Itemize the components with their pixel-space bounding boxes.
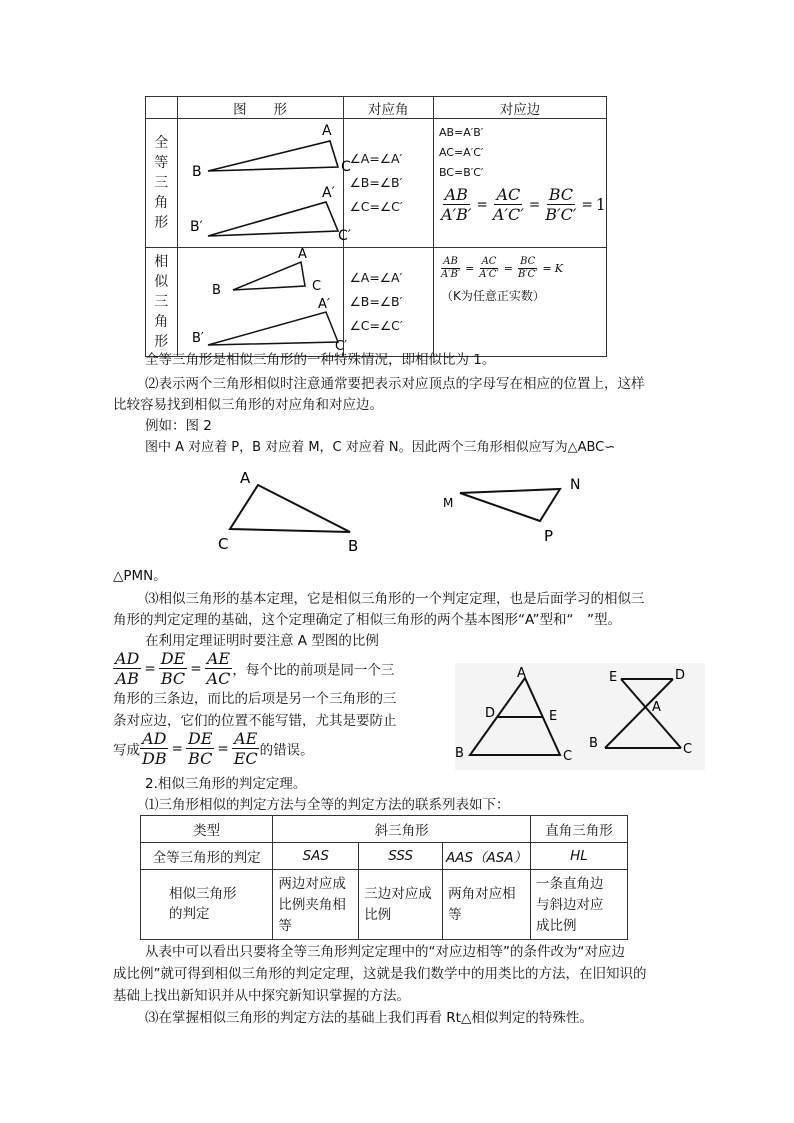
cell-sas: SAS bbox=[273, 843, 359, 870]
label-c: C bbox=[340, 159, 351, 175]
para-analogy-3: 基础上找出新知识并从中探究新知识掌握的方法。 bbox=[113, 988, 410, 1004]
para-basic-theorem-2: 角形的判定定理的基础，这个定理确定了相似三角形的两个基本图形“A”型和“ ”型。 bbox=[113, 612, 622, 628]
fig4-label-a: A bbox=[652, 700, 661, 715]
label-b-prime: B′ bbox=[189, 219, 203, 235]
ratio-note: （K为任意正实数） bbox=[440, 289, 545, 303]
triangle-pmn-fig2 bbox=[460, 489, 560, 521]
triangle-abc-prime bbox=[208, 202, 338, 236]
para-correspondence: 图中 A 对应着 P，B 对应着 M，C 对应着 N。因此两个三角形相似应写为△ABC∽ bbox=[145, 440, 616, 455]
triangle-abc bbox=[208, 141, 338, 171]
fig4-label-d: D bbox=[675, 668, 686, 683]
fig4-label-e: E bbox=[609, 670, 618, 685]
fig4-label-b: B bbox=[589, 736, 598, 751]
section-heading-2: 2.相似三角形的判定定理。 bbox=[145, 776, 307, 792]
cell-similar-sss: 三边对应成 比例 bbox=[359, 870, 443, 940]
congruent-triangles-figure bbox=[178, 119, 351, 244]
fig2-label-c: C bbox=[218, 535, 229, 553]
para-analogy-2: 成比例”就可得到相似三角形的判定定理，这就是我们数学中的用类比的方法，在旧知识的 bbox=[113, 966, 647, 982]
triangle-abc-fig2 bbox=[230, 485, 350, 532]
fig3-label-d: D bbox=[485, 706, 496, 721]
para-explain-1: 角形的三条边，而比的后项是另一个三角形的三 bbox=[113, 691, 397, 707]
similar-figure-cell bbox=[177, 247, 347, 357]
fig2-label-n: N bbox=[570, 477, 581, 493]
fig3-label-a: A bbox=[517, 666, 526, 681]
figure-2 bbox=[210, 465, 610, 565]
eq-wrong-form: 写成 $\frac{AD}{DB}$ = $\frac{DE}{BC}$ = $\frac{AE}{EC}$ 的错误。 bbox=[113, 729, 314, 768]
row-congruent-label: 全等三角形的判定 bbox=[141, 843, 273, 870]
fig3-label-c: C bbox=[563, 749, 573, 764]
small-triangle-abc bbox=[233, 262, 305, 290]
label-b: B bbox=[211, 283, 221, 298]
side-eq-ab: AB=A′B′ bbox=[438, 126, 484, 139]
fig4-label-c: C bbox=[683, 742, 693, 757]
header-type: 类型 bbox=[141, 816, 273, 843]
cell-hl: HL bbox=[530, 843, 627, 870]
congruent-ratio-formula: $\frac{AB}{A'B'}$ = $\frac{AC}{A'C'}$ = $\frac{BC}{B'C'}$ = 1 bbox=[440, 185, 606, 224]
para-pmn: △PMN。 bbox=[113, 568, 167, 584]
para-analogy-1: 从表中可以看出只要将全等三角形判定定理中的“对应边相等”的条件改为“对应边 bbox=[145, 944, 625, 960]
comparison-table bbox=[145, 96, 607, 357]
angle-eq-c: ∠C=∠C′ bbox=[349, 199, 403, 214]
similar-angles-cell bbox=[343, 248, 433, 357]
cell-sss: SSS bbox=[359, 843, 443, 870]
para-notation-2: 比较容易找到相似三角形的对应角和对应边。 bbox=[113, 397, 383, 413]
para-example: 例如：图 2 bbox=[145, 418, 212, 434]
para-explain-2: 条对应边，它们的位置不能写错，尤其是要防止 bbox=[113, 713, 397, 729]
cell-similar-sas: 两边对应成 比例夹角相 等 bbox=[273, 870, 359, 940]
similar-sides-cell bbox=[433, 248, 606, 357]
para-right-triangle: ⑶在掌握相似三角形的判定方法的基础上我们再看 Rt△相似判定的特殊性。 bbox=[145, 1010, 593, 1026]
header-right: 直角三角形 bbox=[530, 816, 627, 843]
side-eq-bc: BC=B′C′ bbox=[438, 166, 484, 179]
fig2-label-a: A bbox=[240, 469, 251, 487]
angle-eq-c: ∠C=∠C′ bbox=[349, 318, 403, 333]
eq-a-type-ratio: $\frac{AD}{AB}$ = $\frac{DE}{BC}$ = $\frac{AE}{AC}$ ，每个比的前项是同一个三 bbox=[115, 649, 395, 688]
label-b-prime: B′ bbox=[191, 331, 204, 346]
label-a: A bbox=[297, 247, 307, 262]
header-blank bbox=[146, 97, 178, 119]
label-a-prime: A′ bbox=[317, 297, 330, 312]
header-figure: 图 形 bbox=[177, 97, 343, 119]
fig2-label-b: B bbox=[348, 537, 359, 555]
congruent-figure-cell bbox=[177, 119, 351, 248]
row-similar-label: 相似三角形 的判定 bbox=[141, 870, 273, 940]
side-eq-ac: AC=A′C′ bbox=[438, 146, 484, 159]
fig2-label-p: P bbox=[544, 527, 554, 545]
label-c-prime: C′ bbox=[334, 339, 347, 354]
angle-eq-a: ∠A=∠A′ bbox=[349, 270, 403, 285]
angle-eq-a: ∠A=∠A′ bbox=[349, 151, 403, 166]
label-c-prime: C′ bbox=[337, 228, 351, 244]
angle-eq-b: ∠B=∠B′ bbox=[349, 175, 403, 190]
row-label-congruent: 全 等 三 角 形 bbox=[146, 119, 178, 248]
para-a-type-ratio: 在利用定理证明时要注意 A 型图的比例 bbox=[145, 633, 379, 649]
criteria-table bbox=[140, 815, 628, 940]
label-a-prime: A′ bbox=[321, 185, 335, 201]
label-a: A bbox=[321, 123, 332, 139]
congruent-angles-cell bbox=[340, 119, 433, 248]
para-basic-theorem-1: ⑶相似三角形的基本定理，它是相似三角形的一个判定定理，也是后面学习的相似三 bbox=[145, 591, 645, 607]
cell-similar-aa: 两角对应相 等 bbox=[443, 870, 531, 940]
para-congruent-special: 全等三角形是相似三角形的一种特殊情况，即相似比为 1。 bbox=[145, 352, 496, 368]
header-oblique: 斜三角形 bbox=[273, 816, 531, 843]
cell-aas-asa: AAS（ASA） bbox=[443, 843, 531, 870]
label-c: C bbox=[311, 279, 321, 294]
header-sides: 对应边 bbox=[433, 97, 606, 119]
fig3-label-e: E bbox=[549, 709, 558, 724]
para-notation-1: ⑵表示两个三角形相似时注意通常要把表示对应顶点的字母写在相应的位置上，这样 bbox=[145, 376, 645, 392]
congruent-sides-cell bbox=[433, 119, 606, 248]
similar-triangles-figure bbox=[178, 247, 347, 354]
label-b: B bbox=[191, 164, 202, 180]
fig2-label-m: M bbox=[443, 496, 454, 510]
similar-ratio-formula: $\frac{AB}{A'B'}$ = $\frac{AC}{A'C'}$ = $\frac{BC}{B'C'}$ = K bbox=[440, 256, 563, 280]
para-table-intro: ⑴三角形相似的判定方法与全等的判定方法的联系列表如下： bbox=[145, 797, 510, 813]
fig3-label-b: B bbox=[455, 746, 464, 761]
row-label-similar: 相 似 三 角 形 bbox=[146, 248, 178, 357]
angle-eq-b: ∠B=∠B′ bbox=[349, 294, 403, 309]
cell-similar-hl: 一条直角边 与斜边对应 成比例 bbox=[530, 870, 627, 940]
large-triangle-abc-prime bbox=[208, 312, 338, 345]
header-angles: 对应角 bbox=[343, 97, 433, 119]
figures-a-type-x-type bbox=[455, 663, 705, 770]
eq1-trailing-text: ，每个比的前项是同一个三 bbox=[232, 662, 395, 679]
